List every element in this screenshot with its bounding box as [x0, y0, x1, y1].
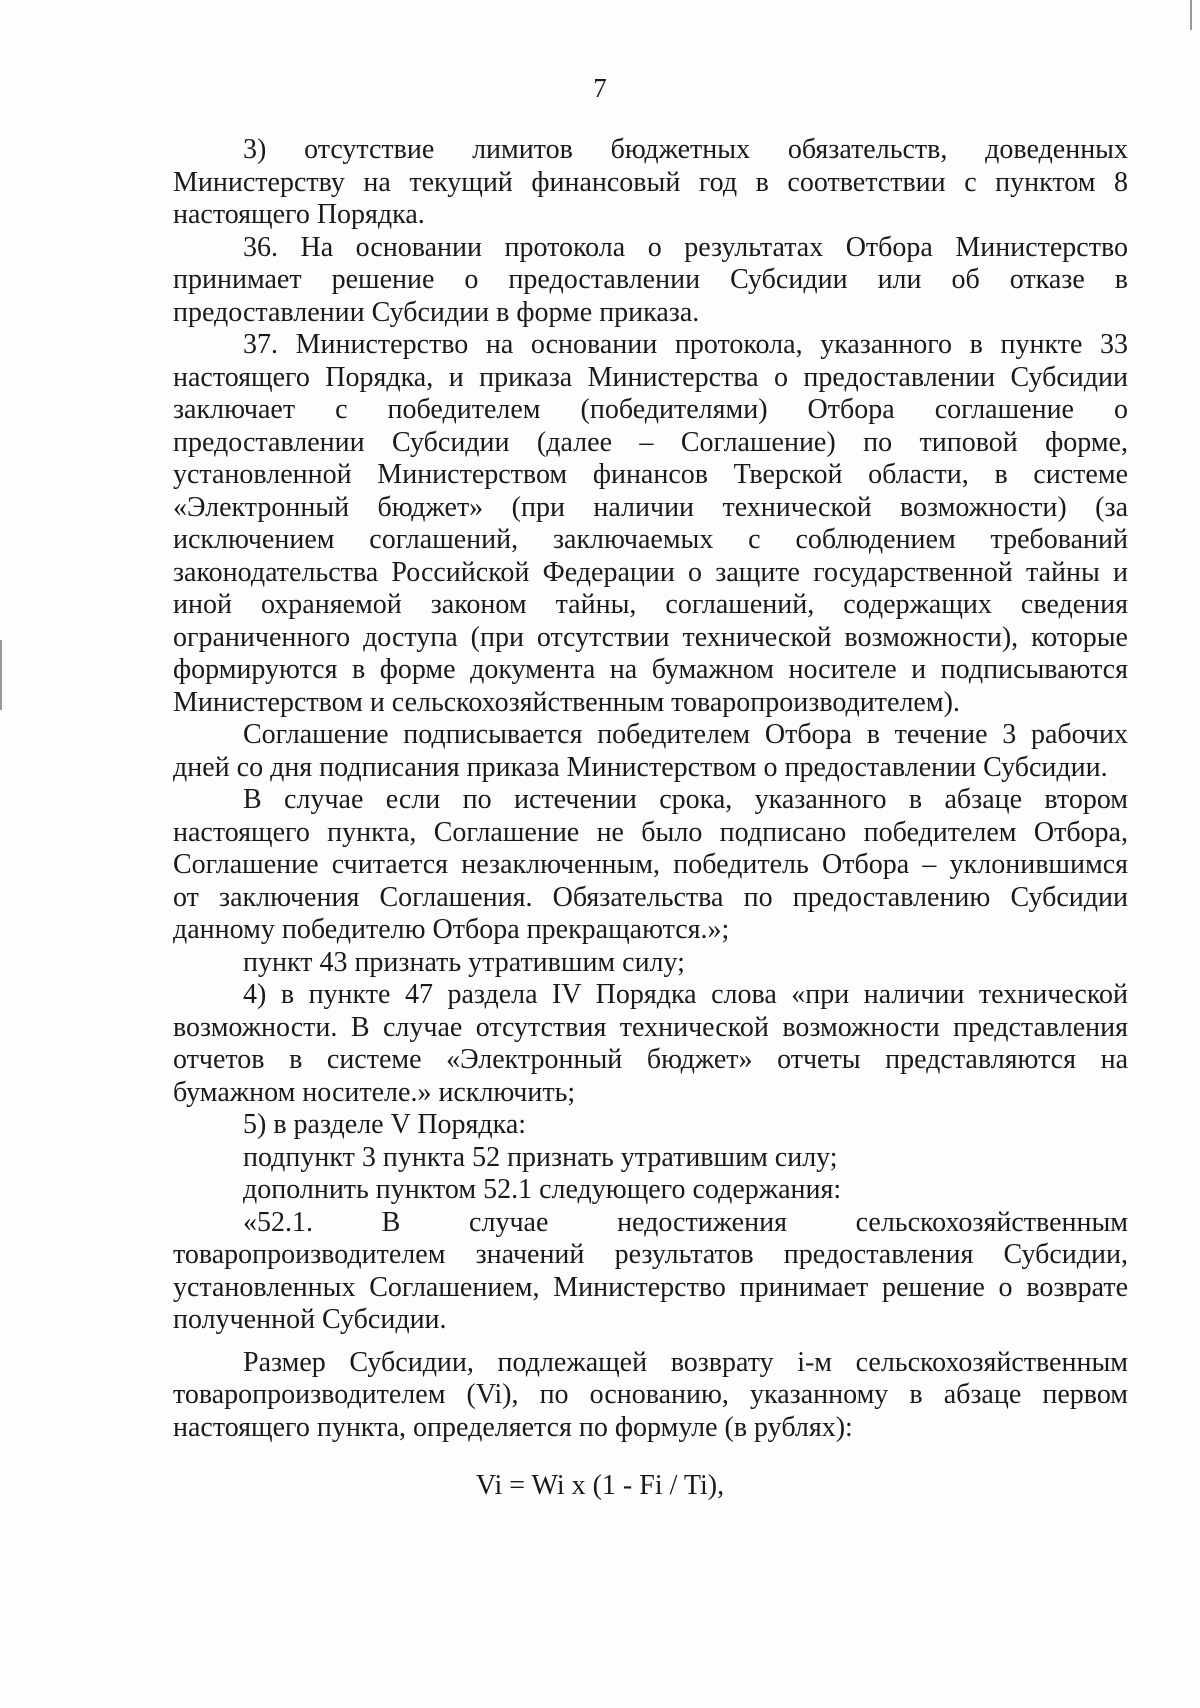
paragraph-line: бумажном носителе.» исключить; [173, 1076, 576, 1108]
paragraph-line: «Электронный бюджет» (при наличии технической возможности) (за [173, 491, 1128, 523]
paragraph-line: пункт 43 признать утратившим силу; [243, 946, 685, 978]
paragraph-line: дополнить пунктом 52.1 следующего содержания: [243, 1174, 842, 1205]
paragraph-line: Министерству на текущий финансовый год в соответствии с пунктом 8 [173, 166, 1128, 198]
paragraph-line: установленной Министерством финансов Тверской области, в системе [173, 459, 1128, 490]
paragraph-line: полученной Субсидии. [173, 1304, 447, 1335]
paragraph-line: 5) в разделе V Порядка: [243, 1109, 527, 1140]
paragraph-line: отчетов в системе «Электронный бюджет» отчеты представляются на [173, 1044, 1128, 1075]
paragraph-line: законодательства Российской Федерации о защите государственной тайны и [173, 556, 1128, 588]
paragraph-line: товаропроизводителем значений результатов предоставления Субсидии, [173, 1239, 1128, 1270]
paragraph-line: 36. На основании протокола о результатах Отбора Министерство [243, 231, 1128, 263]
paragraph-line: установленных Соглашением, Министерство принимает решение о возврате [173, 1271, 1128, 1303]
paragraph-line: В случае если по истечении срока, указанного в абзаце втором [243, 784, 1128, 815]
paragraph-line: формируются в форме документа на бумажном носителе и подписываются [173, 654, 1128, 685]
paragraph-line: товаропроизводителем (Vi), по основанию, указанному в абзаце первом [173, 1379, 1128, 1410]
paragraph-line: подпункт 3 пункта 52 признать утратившим силу; [243, 1141, 838, 1173]
scan-edge-mark [1190, 0, 1192, 30]
paragraph-line: настоящего Порядка. [173, 199, 425, 230]
paragraph-line: предоставлении Субсидии в форме приказа. [173, 296, 700, 328]
paragraph-line: данному победителю Отбора прекращаются.»; [173, 914, 730, 945]
formula: Vi = Wi x (1 - Fi / Ti), [475, 1470, 725, 1501]
paragraph-line: настоящего пункта, Соглашение не было подписано победителем Отбора, [173, 816, 1128, 848]
scan-edge-mark [0, 640, 2, 710]
paragraph-line: от заключения Соглашения. Обязательства по предоставлению Субсидии [173, 881, 1128, 913]
paragraph-line: возможности. В случае отсутствия технической возможности представления [173, 1011, 1128, 1043]
paragraph-line: ограниченного доступа (при отсутствии технической возможности), которые [173, 621, 1128, 653]
paragraph-line: иной охраняемой законом тайны, соглашений, содержащих сведения [173, 589, 1128, 620]
paragraph-line: Соглашение считается незаключенным, победитель Отбора – уклонившимся [173, 849, 1128, 880]
paragraph-line: заключает с победителем (победителями) Отбора соглашение о [173, 394, 1128, 425]
page-number: 7 [593, 73, 607, 103]
paragraph-line: «52.1. В случае недостижения сельскохозяйственным [243, 1206, 1128, 1238]
paragraph-line: 3) отсутствие лимитов бюджетных обязательств, доведенных [243, 134, 1128, 165]
paragraph-line: настоящего пункта, определяется по формуле (в рублях): [173, 1411, 853, 1443]
paragraph-line: 37. Министерство на основании протокола, указанного в пункте 33 [243, 329, 1128, 360]
paragraph-line: Министерством и сельскохозяйственным товаропроизводителем). [173, 686, 960, 718]
paragraph-line: предоставлении Субсидии (далее – Соглашение) по типовой форме, [173, 426, 1128, 458]
paragraph-line: 4) в пункте 47 раздела IV Порядка слова «при наличии технической [243, 979, 1128, 1010]
paragraph-line: дней со дня подписания приказа Министерством о предоставлении Субсидии. [173, 751, 1108, 783]
paragraph-line: исключением соглашений, заключаемых с соблюдением требований [173, 524, 1128, 555]
paragraph-line: Размер Субсидии, подлежащей возврату i-м сельскохозяйственным [243, 1346, 1128, 1378]
document-body [173, 134, 1128, 1444]
paragraph-line: принимает решение о предоставлении Субсидии или об отказе в [173, 264, 1128, 295]
paragraph-line: Соглашение подписывается победителем Отбора в течение 3 рабочих [243, 719, 1128, 750]
paragraph-line: настоящего Порядка, и приказа Министерства о предоставлении Субсидии [173, 361, 1128, 393]
